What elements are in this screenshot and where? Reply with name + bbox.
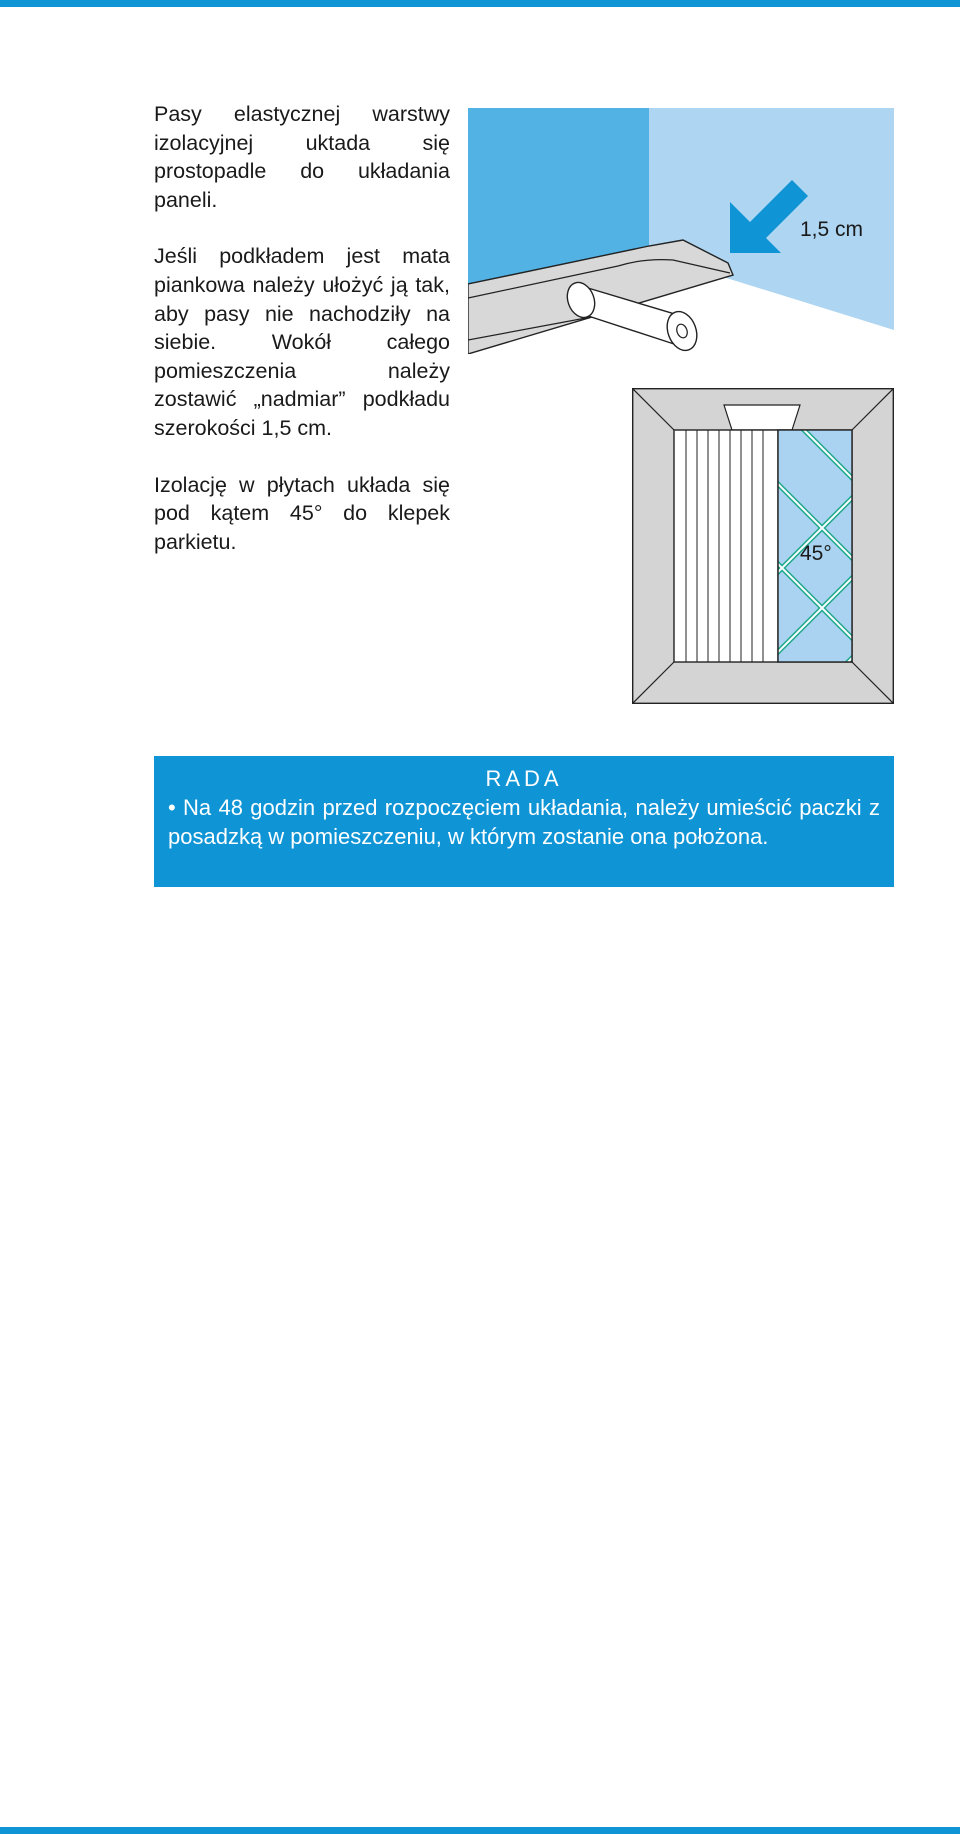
room-plan-illustration: [632, 388, 894, 704]
door-threshold: [724, 405, 800, 430]
margin-width-label: 1,5 cm: [800, 218, 864, 241]
angle-label: 45°: [800, 542, 832, 565]
tip-title: RADA: [485, 766, 563, 791]
body-text: [154, 100, 450, 584]
paragraph-strips: Pasy elastycznej warstwy izolacyjnej uktada się prostopadle do układania paneli.: [154, 102, 450, 212]
paragraph-boards: Izolację w płytach układa się pod kątem 45° do klepek parkietu.: [154, 472, 450, 554]
bottom-rule: [0, 1827, 960, 1834]
paragraph-foam-mat: Jeśli podkładem jest mata piankowa należy ułożyć ją tak, aby pasy nie nachodziły na siebie. Wokół całego pomieszczenia należy zostawić „nadmiar” podkładu szerokości 1,5 cm.: [154, 244, 450, 440]
tip-text: • Na 48 godzin przed rozpoczęciem układania, należy umieścić paczki z posadzką w pomieszczeniu, w którym zostanie ona położona.: [168, 795, 880, 849]
top-rule: [0, 0, 960, 7]
tip-box: [154, 756, 894, 887]
